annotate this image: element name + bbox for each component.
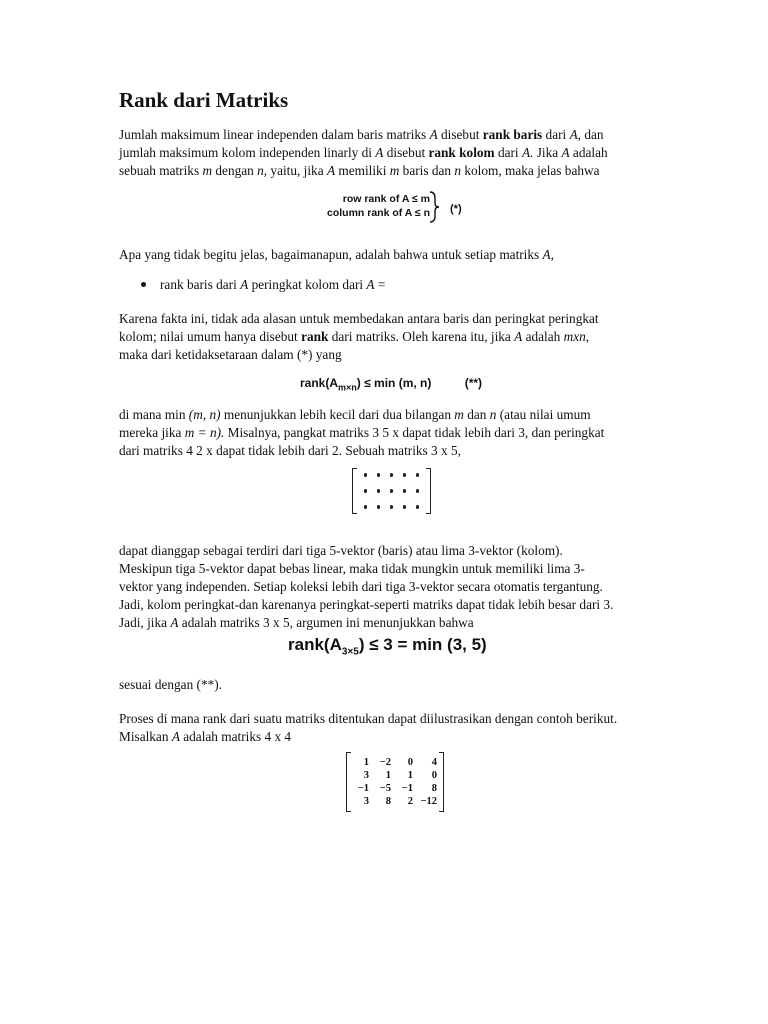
equation-tag-double-star: (**) bbox=[464, 376, 483, 390]
paragraph-rank-definition bbox=[119, 310, 659, 364]
matrix-entry: 0 bbox=[407, 757, 413, 768]
row-rank-inequality: row rank of A ≤ m bbox=[342, 193, 430, 205]
matrix-entry: −1 bbox=[357, 783, 369, 794]
equation-tag-star: (*) bbox=[450, 203, 462, 215]
matrix-entry: 8 bbox=[385, 796, 391, 807]
matrix-entry: 8 bbox=[431, 783, 437, 794]
line: Jadi, jika A adalah matriks 3 x 5, argumen ini menunjukkan bahwa bbox=[119, 615, 474, 630]
matrix-entry-dot bbox=[385, 483, 398, 499]
list-item: rank baris dari A peringkat kolom dari A = bbox=[141, 276, 385, 294]
matrix-entry-dot bbox=[398, 467, 411, 483]
paragraph-consistent: sesuai dengan (**). bbox=[119, 677, 223, 692]
line: mereka jika m = n). Misalnya, pangkat matriks 3 5 x dapat tidak lebih dari 3, dan peringkat bbox=[119, 425, 605, 440]
equation-rank-3x5: $rank(A_{3\times 5}) \le 3 = \min (3$, 5) bbox=[288, 635, 487, 658]
matrix-entry: −2 bbox=[379, 757, 391, 768]
equation-double-star: $rank(A_{m\times n}) \le \min (m$, n) (**) bbox=[300, 376, 483, 393]
curly-brace-icon bbox=[428, 190, 440, 224]
matrix-entry-dot bbox=[372, 483, 385, 499]
matrix-entry-dot bbox=[398, 483, 411, 499]
matrix-entry-dot bbox=[359, 483, 372, 499]
line: jumlah maksimum kolom independen linarly di A disebut rank kolom dari A. Jika A adalah bbox=[119, 145, 608, 160]
matrix-entry-dot bbox=[411, 467, 424, 483]
matrix-entry-dot bbox=[411, 483, 424, 499]
matrix-entry-dot bbox=[359, 499, 372, 515]
line: di mana min (m, n) menunjukkan lebih kecil dari dua bilangan m dan n (atau nilai umum bbox=[119, 407, 591, 422]
line: dapat dianggap sebagai terdiri dari tiga 5-vektor (baris) atau lima 3-vektor (kolom). bbox=[119, 543, 563, 558]
column-rank-inequality: column rank of A ≤ n bbox=[327, 207, 430, 219]
line: Misalkan A adalah matriks 4 x 4 bbox=[119, 729, 292, 744]
matrix-4x4 bbox=[346, 752, 444, 812]
line: maka dari ketidaksetaraan dalam (*) yang bbox=[119, 347, 342, 362]
matrix-entry-dot bbox=[385, 499, 398, 515]
matrix-entry: −5 bbox=[379, 783, 391, 794]
matrix-entry: 1 bbox=[363, 757, 369, 768]
paragraph-intro bbox=[119, 126, 659, 180]
paragraph-not-clear: Apa yang tidak begitu jelas, bagaimanapun, adalah bahwa untuk setiap matriks A, bbox=[119, 247, 554, 262]
line: Karena fakta ini, tidak ada alasan untuk membedakan antara baris dan peringkat peringkat bbox=[119, 311, 599, 326]
line: Meskipun tiga 5-vektor dapat bebas linear, maka tidak mungkin untuk memiliki lima 3- bbox=[119, 561, 585, 576]
matrix-entry: 1 bbox=[407, 770, 413, 781]
matrix-entry: 2 bbox=[407, 796, 413, 807]
matrix-entry: −12 bbox=[420, 796, 437, 807]
line: Proses di mana rank dari suatu matriks ditentukan dapat diilustrasikan dengan contoh berikut. bbox=[119, 711, 618, 726]
matrix-entry: 3 bbox=[363, 770, 369, 781]
line: kolom; nilai umum hanya disebut rank dari matriks. Oleh karena itu, jika A adalah mxn, bbox=[119, 329, 590, 344]
matrix-entry-dot bbox=[398, 499, 411, 515]
matrix-entry-dot bbox=[372, 499, 385, 515]
matrix-entry-dot bbox=[359, 467, 372, 483]
matrix-entry: 1 bbox=[385, 770, 391, 781]
matrix-entry: 0 bbox=[431, 770, 437, 781]
matrix-3x5 bbox=[352, 468, 431, 514]
paragraph-vectors bbox=[119, 542, 659, 632]
matrix-entry-dot bbox=[372, 467, 385, 483]
right-bracket bbox=[426, 468, 431, 514]
paragraph-min-explanation bbox=[119, 406, 659, 460]
paragraph-process bbox=[119, 710, 659, 746]
matrix-3x5-entries bbox=[357, 468, 426, 514]
line: dari matriks 4 2 x dapat tidak lebih dari 2. Sebuah matriks 3 x 5, bbox=[119, 443, 461, 458]
bullet-icon bbox=[141, 282, 146, 287]
equation-star-rows bbox=[327, 192, 430, 220]
matrix-entry: −1 bbox=[401, 783, 413, 794]
right-bracket bbox=[439, 752, 444, 812]
matrix-4x4-entries bbox=[351, 752, 439, 812]
page-title: Rank dari Matriks bbox=[119, 88, 289, 112]
matrix-entry: 3 bbox=[363, 796, 369, 807]
line: Jadi, kolom peringkat-dan karenanya peringkat-seperti matriks dapat tidak lebih besar dari 3. bbox=[119, 597, 614, 612]
matrix-entry-dot bbox=[411, 499, 424, 515]
line: vektor yang independen. Setiap koleksi lebih dari tiga 3-vektor secara otomatis tergantung. bbox=[119, 579, 603, 594]
line: Jumlah maksimum linear independen dalam baris matriks A disebut rank baris dari A, dan bbox=[119, 127, 604, 142]
matrix-entry: 4 bbox=[431, 757, 437, 768]
matrix-entry-dot bbox=[385, 467, 398, 483]
line: sebuah matriks m dengan n, yaitu, jika A memiliki m baris dan n kolom, maka jelas bahwa bbox=[119, 163, 600, 178]
